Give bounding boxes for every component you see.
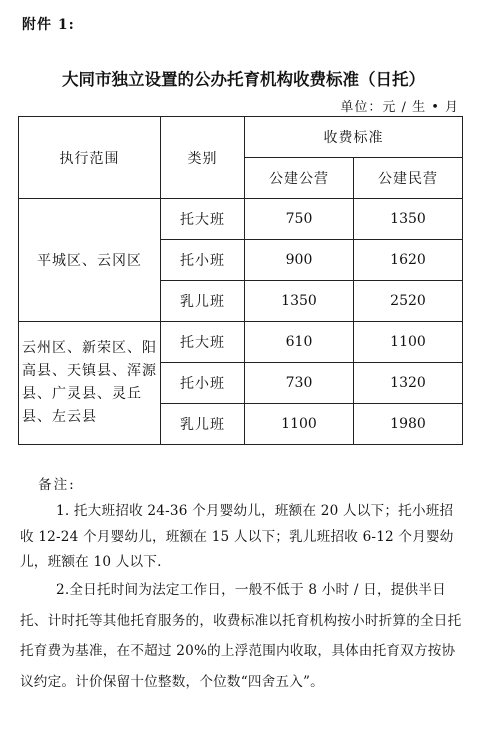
fee-private-cell: 1980 — [354, 404, 463, 445]
note-2: 2.全日托时间为法定工作日，一般不低于 8 小时 / 日，提供半日托、计时托等其他托育服务的，收费标准以托育机构按小时折算的全日托托育费为基准，在不超过 20%的上浮范围内收取，具体由托育双方按协议约定。计价保留十位整数，个位数“四舍五入”。 — [20, 582, 462, 690]
notes-heading: 备注: — [38, 477, 76, 493]
category-cell: 乳儿班 — [161, 281, 245, 322]
table-row — [19, 199, 463, 240]
note-1: 1. 托大班招收 24-36 个月婴幼儿，班额在 20 人以下；托小班招收 12-24 个月婴幼儿，班额在 15 人以下；乳儿班招收 6-12 个月婴幼儿，班额在 10 人以下. — [20, 503, 454, 570]
fee-private-cell: 1620 — [354, 240, 463, 281]
category-cell: 托小班 — [161, 363, 245, 404]
attachment-label: 附件 1: — [22, 17, 75, 33]
fee-public-cell: 900 — [245, 240, 354, 281]
region-cell: 平城区、云冈区 — [19, 199, 161, 322]
fee-private-cell: 1100 — [354, 322, 463, 363]
header-fee-standard: 收费标准 — [245, 117, 463, 158]
fee-public-cell: 1350 — [245, 281, 354, 322]
fee-public-cell: 730 — [245, 363, 354, 404]
fee-private-cell: 1320 — [354, 363, 463, 404]
fee-table — [18, 116, 463, 445]
fee-public-cell: 1100 — [245, 404, 354, 445]
fee-public-cell: 610 — [245, 322, 354, 363]
category-cell: 托大班 — [161, 199, 245, 240]
category-cell: 托小班 — [161, 240, 245, 281]
header-category: 类别 — [161, 117, 245, 199]
header-scope: 执行范围 — [19, 117, 161, 199]
region-cell: 云州区、新荣区、阳高县、天镇县、浑源县、广灵县、灵丘县、左云县 — [19, 322, 161, 445]
header-public-public: 公建公营 — [245, 158, 354, 199]
category-cell: 托大班 — [161, 322, 245, 363]
category-cell: 乳儿班 — [161, 404, 245, 445]
fee-private-cell: 1350 — [354, 199, 463, 240]
document-title: 大同市独立设置的公办托育机构收费标准（日托） — [62, 70, 425, 89]
table-row — [19, 322, 463, 363]
unit-label: 单位：元 / 生 • 月 — [340, 100, 459, 115]
header-public-private: 公建民营 — [354, 158, 463, 199]
fee-public-cell: 750 — [245, 199, 354, 240]
fee-private-cell: 2520 — [354, 281, 463, 322]
